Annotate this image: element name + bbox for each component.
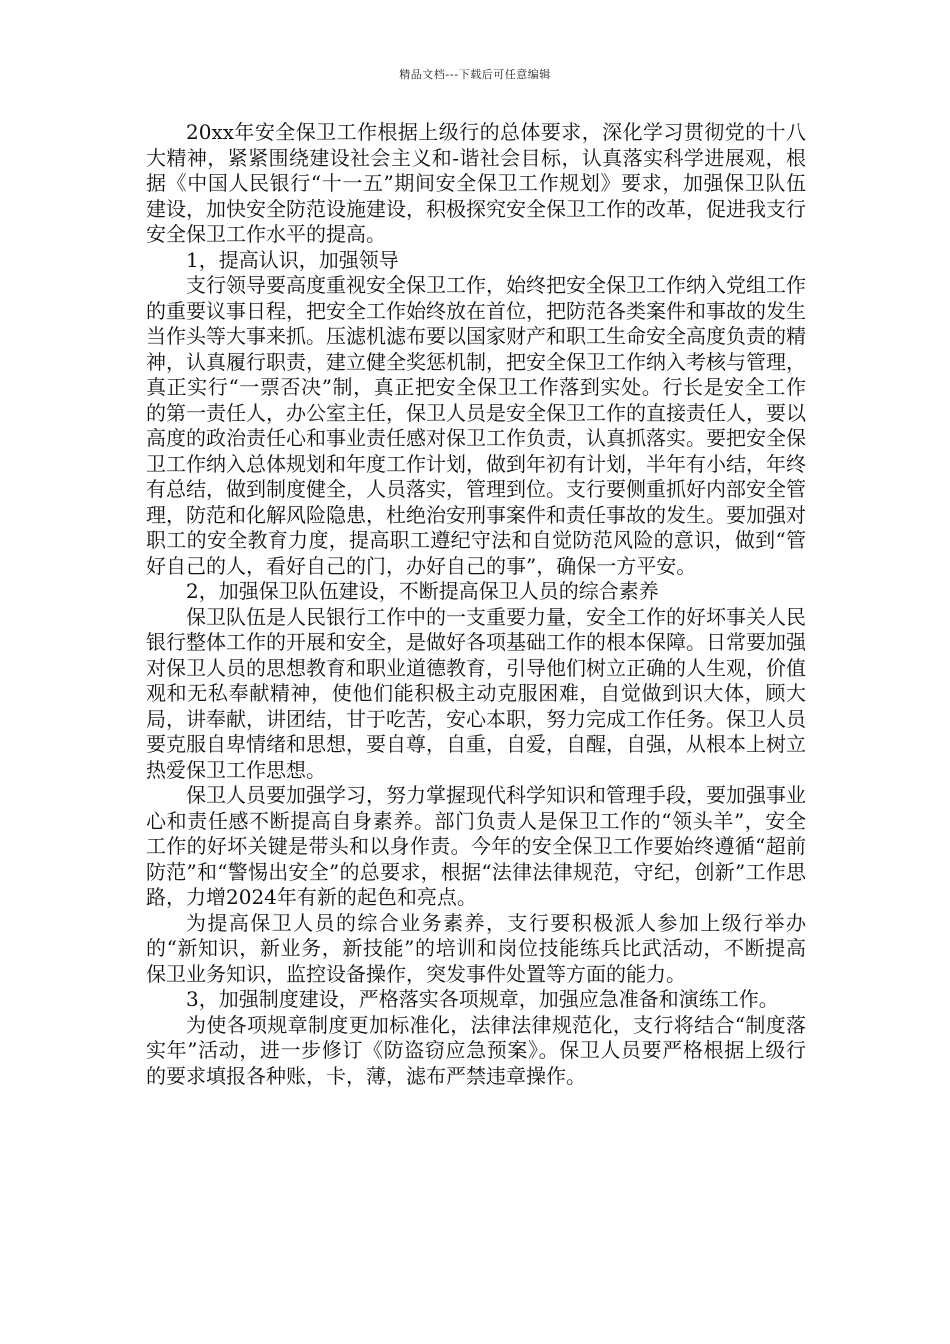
section-heading-1: 1，提高认识，加强领导 xyxy=(186,247,399,272)
page-header: 精品文档---下载后可任意编辑 xyxy=(399,68,551,81)
paragraph-rules: 为使各项规章制度更加标准化，法律法律规范化，支行将结合“制度落实年”活动，进一步修订《防盗窃应急预案》。保卫人员要严格根据上级行的要求填报各种账，卡，薄，滤布严禁违章操作。 xyxy=(146,1012,806,1088)
section-heading-2: 2，加强保卫队伍建设，不断提高保卫人员的综合素养 xyxy=(186,579,659,603)
paragraph-team: 保卫队伍是人民银行工作中的一支重要力量，安全工作的好坏事关人民银行整体工作的开展和安全，是做好各项基础工作的根本保障。日常要加强对保卫人员的思想教育和职业道德教育，引导他们树立正确的人生观，价值观和无私奉献精神，使他们能积极主动克服困难，自觉做到识大体，顾大局，讲奉献，讲团结，甘于吃苦，安心本职，努力完成工作任务。保卫人员要克服自卑情绪和思想，要自尊，自重，自爱，自醒，自强，从根本上树立热爱保卫工作思想。 xyxy=(146,604,806,782)
paragraph-leadership: 支行领导要高度重视安全保卫工作，始终把安全保卫工作纳入党组工作的重要议事日程，把安全工作始终放在首位，把防范各类案件和事故的发生当作头等大事来抓。压滤机滤布要以国家财产和职工生命安全高度负责的精神，认真履行职责，建立健全奖惩机制，把安全保卫工作纳入考核与管理，真正实行“一票否决”制，真正把安全保卫工作落到实处。行长是安全工作的第一责任人，办公室主任，保卫人员是安全保卫工作的直接责任人，要以高度的政治责任心和事业责任感对保卫工作负责，认真抓落实。要把安全保卫工作纳入总体规划和年度工作计划，做到年初有计划，半年有小结，年终有总结，做到制度健全，人员落实，管理到位。支行要侧重抓好内部安全管理，防范和化解风险隐患，杜绝治安刑事案件和责任事故的发生。要加强对职工的安全教育力度，提高职工遵纪守法和自觉防范风险的意识，做到“管好自己的人，看好自己的门，办好自己的事”，确保一方平安。 xyxy=(146,273,806,578)
section-heading-3: 3，加强制度建设，严格落实各项规章，加强应急准备和演练工作。 xyxy=(186,987,779,1011)
paragraph-intro: 20xx年安全保卫工作根据上级行的总体要求，深化学习贯彻党的十八大精神，紧紧围绕建设社会主义和-谐社会目标，认真落实科学进展观，根据《中国人民银行“十一五”期间安全保卫工作规划》要求，加强保卫队伍建设，加快安全防范设施建设，积极探究安全保卫工作的改革，促进我支行安全保卫工作水平的提高。 xyxy=(146,120,806,246)
document-body xyxy=(146,120,806,1089)
paragraph-learning: 保卫人员要加强学习，努力掌握现代科学知识和管理手段，要加强事业心和责任感不断提高自身素养。部门负责人是保卫工作的“领头羊”，安全工作的好坏关键是带头和以身作责。今年的安全保卫工作要始终遵循“超前防范”和“警惕出安全”的总要求，根据“法律法律规范，守纪，创新”工作思路，力增2024年有新的起色和亮点。 xyxy=(146,783,806,909)
paragraph-training: 为提高保卫人员的综合业务素养，支行要积极派人参加上级行举办的“新知识，新业务，新技能”的培训和岗位技能练兵比武活动，不断提高保卫业务知识，监控设备操作，突发事件处置等方面的能力。 xyxy=(146,910,806,986)
